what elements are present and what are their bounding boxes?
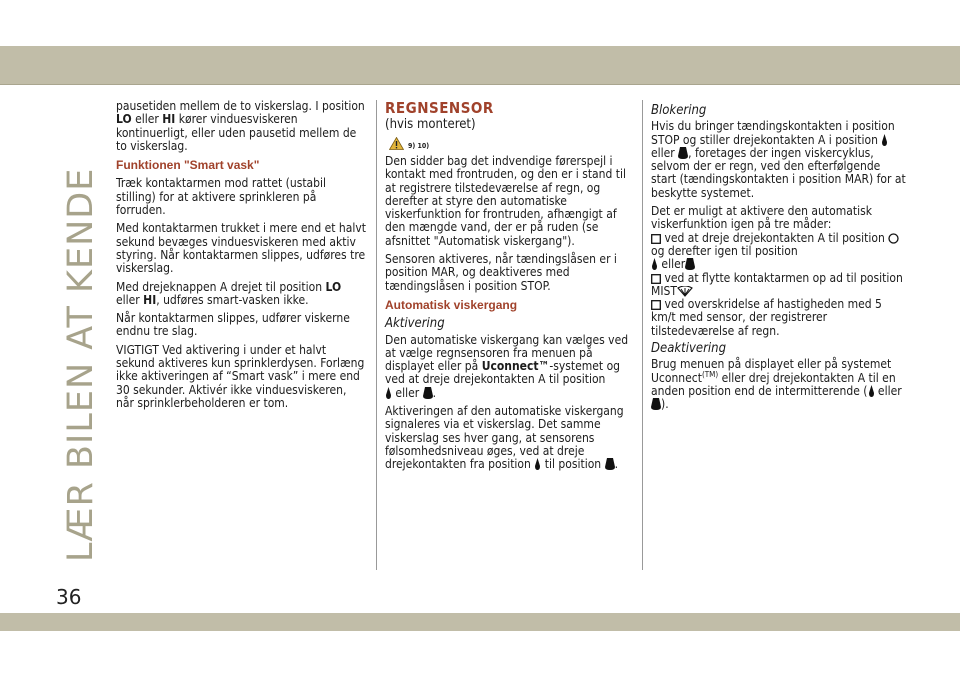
text: eller [658,257,686,272]
list-item [651,232,906,272]
position-hi: HI [143,292,157,307]
text: Med drejeknappen A drejet til position [116,279,326,294]
paragraph [385,334,633,400]
subtitle: (hvis monteret) [385,117,476,132]
paragraph: VIGTIGT Ved aktivering i under et halvt sekund aktiveres kun sprinklerdysen. Forlæng ikke aktiveringen af “Smart vask” i mere end 30 sekunder. Aktivér ikke vinduesviskeren, når sprinklerbeholderen er tom. [116,342,365,410]
warning-icon [389,137,404,150]
text: . [432,385,437,400]
position-lo: LO [325,279,342,294]
header-band [0,46,960,84]
text: Brug menuen på displayet eller på systemet Uconnect [651,357,892,385]
text: eller [874,383,902,398]
text: pausetiden mellem de to viskerslag. I position [116,99,365,113]
trademark: (TM) [701,369,719,379]
drop-small-icon [868,385,875,397]
page-number: 36 [56,585,82,609]
paragraph: Den sidder bag det indvendige førerspejl i kontakt med frontruden, og den er i stand til at registrere tilstedeværelse af regn, og derefter at styre den automatiske viskerfunktion for frontruden, afhængigt af den mængde vand, der er på ruden (se afsnittet "Automatisk viskergang"). [385,154,627,248]
drop-large-icon [678,147,688,159]
text: til position [541,457,605,472]
paragraph [385,405,633,471]
text: Hvis du bringer tændingskontakten i position STOP og stiller drejekontakten A i position [651,119,895,147]
note-references: 9) 10) [408,142,430,150]
subheading-automatic-wiping: Automatisk viskergang [385,297,518,312]
paragraph [651,120,906,200]
paragraph: Sensoren aktiveres, når tændingslåsen er i position MAR, og deaktiveres med tændingslåsen i position STOP. [385,252,617,293]
mist-wipe-icon [677,286,693,297]
column-3 [651,100,906,417]
drop-large-icon [651,398,661,410]
paragraph [116,281,366,308]
text: Aktiveringen af den automatiske viskergang signaleres via et viskerslag. Det samme viskerslag ses hver gang, at sensorens følsomhedsniveau øges, ved at dreje drejekontakten fra position [385,404,624,472]
checkbox-bullet-icon [651,274,661,284]
text: . [614,457,619,472]
column-2 [385,100,633,477]
column-divider-2 [642,100,643,570]
brand-name: Uconnect™ [481,359,550,374]
subheading-activation: Aktivering [385,316,445,332]
paragraph: Det er muligt at aktivere den automatisk viskerfunktion igen på tre måder: [651,204,872,232]
text: ved at dreje drejekontakten A til position [664,230,889,245]
list-item [651,298,906,338]
footer-band [0,613,960,631]
text: kører vinduesviskeren kontinuerligt, eller uden pausetid mellem de to viskerslag. [116,112,357,153]
column-1 [116,100,366,415]
text: , udføres smart-vasken ikke. [156,292,309,307]
text: -systemet og ved at dreje drejekontakten A til position [385,359,621,387]
text: eller [392,385,423,400]
text: eller [116,292,144,307]
side-section-title: LÆR BILEN AT KENDE [61,167,101,562]
text: , foretages der ingen viskercyklus, selvom der er regn, ved den efterfølgende start (tændingskontakten i position MAR) for at beskytte systemet. [651,145,906,200]
text: eller [131,112,163,127]
column-divider-1 [376,100,377,570]
subheading-smart-wash: Funktionen "Smart vask" [116,158,260,173]
drop-small-icon [385,387,392,399]
checkbox-bullet-icon [651,234,661,244]
text: Den automatiske viskergang kan vælges ved at vælge regnsensoren fra menuen på displayet eller på [385,332,629,374]
drop-large-icon [685,258,695,270]
drop-small-icon [651,258,658,270]
subheading-deactivation: Deaktivering [651,341,726,357]
text: og derefter igen til position [651,243,798,258]
text: ved overskridelse af hastigheden med 5 km/t med sensor, der registrerer tilstedeværelse af regn. [651,297,882,338]
subheading-blocking: Blokering [651,103,707,118]
position-hi: HI [162,112,176,127]
text: ved at flytte kontaktarmen op ad til position MIST [651,270,903,298]
section-heading-rain-sensor: REGNSENSOR [385,99,494,117]
paragraph: Træk kontaktarmen mod rattet (ustabil stilling) for at aktivere sprinkleren på forruden. [116,176,327,218]
drop-large-icon [423,387,433,399]
drop-small-icon [881,134,888,146]
text: ). [661,397,669,412]
text: eller [651,145,679,160]
text: eller drej drejekontakten A til en anden position end de intermitterende ( [651,370,896,398]
off-circle-icon [888,233,899,244]
paragraph: Når kontaktarmen slippes, udfører viskerne endnu tre slag. [116,311,350,339]
paragraph [651,358,906,411]
position-lo: LO [116,112,132,127]
paragraph [116,100,366,153]
list-item [651,272,906,299]
header-band-line [0,84,960,85]
paragraph: Med kontaktarmen trukket i mere end et halvt sekund bevæges vinduesviskeren med aktiv styring. Når kontaktarmen slippes, udføres tre viskerslag. [116,221,366,276]
checkbox-bullet-icon [651,300,661,310]
warning-reference [389,137,633,150]
drop-large-icon [605,458,615,470]
